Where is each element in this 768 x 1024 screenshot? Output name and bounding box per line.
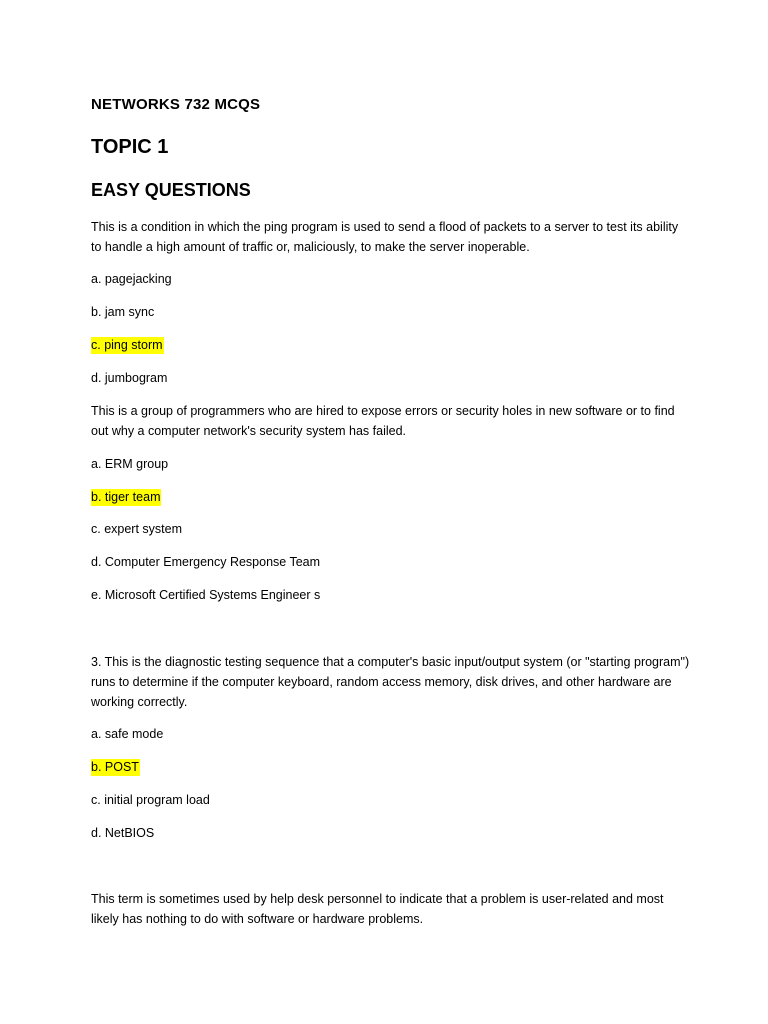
answer-option-correct (91, 491, 161, 504)
answer-highlight: b. tiger team (91, 490, 161, 504)
answer-option: a. safe mode (91, 727, 164, 741)
question-text: This is a condition in which the ping program is used to send a flood of packets to a server to test its ability to handle a high amount of traffic or, maliciously, to make the server inoperable. (91, 220, 679, 254)
topic-heading: TOPIC 1 (91, 136, 169, 158)
answer-option-correct (91, 339, 164, 352)
document-title: NETWORKS 732 MCQS (91, 96, 261, 113)
question-text: This is a group of programmers who are hired to expose errors or security holes in new software or to find out why a computer network's security system has failed. (91, 404, 675, 438)
answer-highlight: c. ping storm (91, 338, 163, 352)
answer-option: e. Microsoft Certified Systems Engineer s (91, 588, 321, 602)
section-heading: EASY QUESTIONS (91, 180, 251, 200)
answer-option-correct (91, 761, 140, 774)
answer-option: d. Computer Emergency Response Team (91, 555, 321, 569)
answer-option: d. NetBIOS (91, 826, 155, 840)
answer-option: a. ERM group (91, 457, 169, 471)
answer-highlight: b. POST (91, 760, 139, 774)
answer-option: d. jumbogram (91, 371, 168, 385)
answer-option: b. jam sync (91, 305, 155, 319)
answer-option: c. initial program load (91, 793, 210, 807)
answer-option: c. expert system (91, 522, 182, 536)
question-text: This term is sometimes used by help desk personnel to indicate that a problem is user-related and most likely has nothing to do with software or hardware problems. (91, 892, 664, 926)
question-text: 3. This is the diagnostic testing sequence that a computer's basic input/output system (or "starting program") runs to determine if the computer keyboard, random access memory, disk drives, and other hardware are working correctly. (91, 655, 690, 709)
answer-option: a. pagejacking (91, 272, 172, 286)
